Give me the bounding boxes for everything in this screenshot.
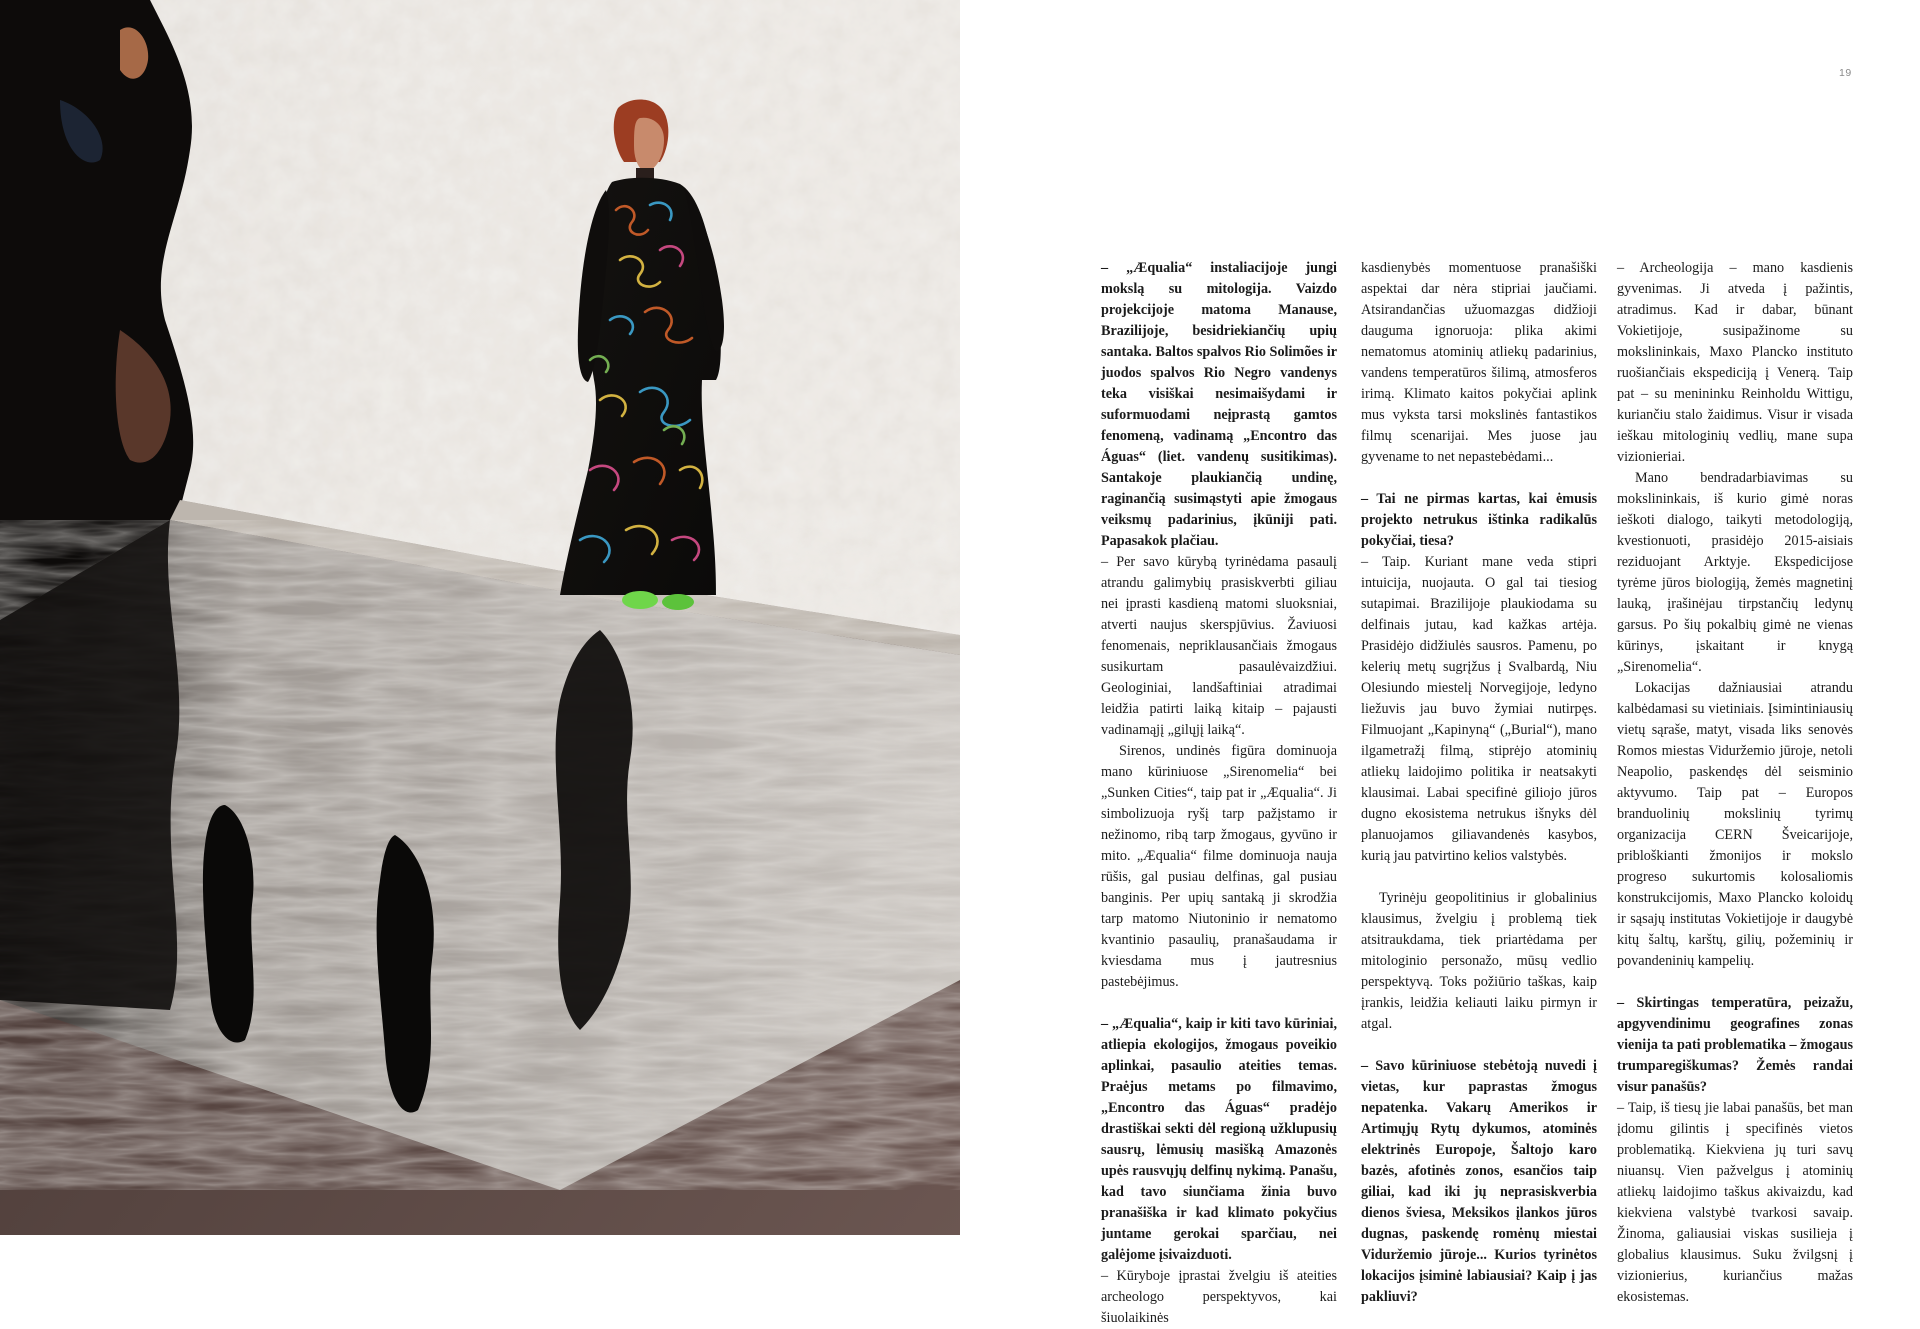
interview-question: – Tai ne pirmas kartas, kai ėmusis projekto netrukus ištinka radikalūs pokyčiai, tiesa? bbox=[1361, 491, 1597, 549]
interview-paragraph: – Kūryboje įprastai žvelgiu iš ateities archeologo perspektyvos, kai šiuolaikinės bbox=[1101, 1268, 1337, 1326]
page-number: 19 bbox=[1839, 67, 1852, 79]
interview-paragraph: – Taip. Kuriant mane veda stipri intuicija, nuojauta. O gal tai tiesiog sutapimai. Brazilijoje plaukiodama su delfinais jutau, kad kažkas artėja. Prasidėjo didžiulės sausros. Pamenu, po kelerių metų sugrįžus į Svalbardą, Niu Olesiundo miestelį Norvegijoje, ledyno liežuvis jau buvo žymiai nutirpęs. Filmuojant „Kapinyną“ („Burial“), mano ilgametražį filmą, stiprėjo atominių atliekų laidojimo politika ir neatsakyti klausimai. Labai specifinė giliojo jūros dugno ekosistema netrukus išnyks dėl planuojamos giliavandenės kasybos, kurią jau patvirtino kelios valstybės. bbox=[1361, 554, 1597, 864]
text-column-2 bbox=[1361, 258, 1597, 1308]
interview-paragraph: – Taip, iš tiesų jie labai panašūs, bet man įdomu gilintis į specifinės vietos problematiką. Kiekviena jų turi savų niuansų. Vien pažvelgus į atominių atliekų laidojimo taškus akivaizdu, kad kiekviena valstybė tvarkosi savaip. Žinoma, galiausiai viskas susilieja į globalius klausimus. Suku žvilgsnį į vizionierius, kuriančius mažas ekosistemas. bbox=[1617, 1100, 1853, 1305]
interview-question: – Savo kūriniuose stebėtoją nuvedi į vietas, kur paprastas žmogus nepatenka. Vakarų Amerikos ir Artimųjų Rytų dykumos, atominės elektrinės Europoje, Šaltojo karo bazės, afotinės zonos, esančios taip giliai, kad iki jų neprasiskverbia dienos šviesa, Meksikos įlankos jūros dugnas, paskendę romėnų miestai Viduržemio jūroje... Kurios tyrinėtos lokacijos įsiminė labiausiai? Kaip į jas pakliuvi? bbox=[1361, 1058, 1597, 1305]
text-column-1 bbox=[1101, 258, 1337, 1329]
interview-question: – Skirtingas temperatūra, peizažu, apgyvendinimu geografines zonas vienija ta pati problematika – žmogaus trumparegiškumas? Žemės randai visur panašūs? bbox=[1617, 995, 1853, 1095]
interview-paragraph: kasdienybės momentuose pranašiški aspektai dar nėra stipriai jaučiami. Atsirandančias užuomazgas didžioji dauguma ignoruoja: plika akimi nematomus atominių atliekų padarinius, vandens temperatūros šilimą, atmosferos irimą. Klimato kaitos pokyčiai aplink mus vyksta tarsi mokslinės fantastikos filmų scenarijai. Mes juose jau gyvename to net nepastebėdami... bbox=[1361, 260, 1597, 465]
interview-paragraph: Lokacijas dažniausiai atrandu kalbėdamasi su vietiniais. Įsimintiniausių vietų sąraše, matyt, visada liks senovės Romos miestas Viduržemio jūroje, netoli Neapolio, paskendęs dėl seisminio aktyvumo. Taip pat – Europos branduolinių mokslinių tyrimų organizacija CERN Šveicarijoje, pribloškianti žmonijos ir mokslo progreso sukurtomis kolosaliomis konstrukcijomis, Maxo Plancko koloidų ir sąsajų institutas Vokietijoje ir daugybė kitų šaltų, karštų, gilių, požeminių ir povandeninių kampelių. bbox=[1617, 680, 1853, 969]
photograph bbox=[0, 0, 960, 1235]
photo-page bbox=[0, 0, 960, 1235]
green-shoe-left bbox=[622, 591, 658, 609]
interview-question: – „Æqualia“, kaip ir kiti tavo kūriniai, atliepia ekologijos, žmogaus poveikio aplinkai, pasaulio ateities temas. Praėjus metams po filmavimo, „Encontro das Águas“ pradėjo drastiškai sekti dėl regioną užklupusių sausrų, lėmusių masišką Amazonės upės rausvųjų delfinų nykimą. Panašu, kad tavo siunčiama žinia buvo pranašiška ir kad klimato pokyčius juntame gerokai sparčiau, nei galėjome įsivaizduoti. bbox=[1101, 1016, 1337, 1263]
interview-paragraph: Sirenos, undinės figūra dominuoja mano kūriniuose „Sirenomelia“ bei „Sunken Cities“, taip pat ir „Æqualia“. Ji simbolizuoja ryšį tarp pažįstamo ir nežinomo, ribą tarp žmogaus, gyvūno ir mito. „Æqualia“ filme dominuoja nauja rūšis, gal pusiau delfinas, gal pusiau banginis. Per upių santaką ji skrodžia tarp matomo Niutoninio ir nematomo kvantinio pasaulių, pranašaudama ir kviesdama mus į jautresnius pastebėjimus. bbox=[1101, 743, 1337, 990]
green-shoe-right bbox=[662, 594, 694, 610]
interview-paragraph: Mano bendradarbiavimas su mokslininkais, iš kurio gimė noras ieškoti dialogo, taikyti metodologiją, kvestionuoti, prasidėjo 2015-aisiais reziduojant Arktyje. Ekspedicijose tyrėme jūros biologiją, žemės magnetinį lauką, įrašinėjau tirpstančių ledynų garsus. Po šių pokalbių gimė ne vienas kūrinys, įskaitant ir knygą „Sirenomelia“. bbox=[1617, 470, 1853, 675]
text-column-3 bbox=[1617, 258, 1853, 1308]
interview-question: – „Æqualia“ instaliacijoje jungi mokslą su mitologija. Vaizdo projekcijoje matoma Manause, Brazilijoje, besidriekiančių upių santaka. Baltos spalvos Rio Solimões ir juodos spalvos Rio Negro vandenys teka visiškai nesimaišydami ir suformuodami neįprastą gamtos fenomeną, vadinamą „Encontro das Águas“ (liet. vandenų susitikimas). Santakoje plaukiančią undinę, raginančią susimąstyti apie žmogaus veiksmų padarinius, įkūniji pati. Papasakok plačiau. bbox=[1101, 260, 1337, 549]
interview-paragraph: – Per savo kūrybą tyrinėdama pasaulį atrandu galimybių prasiskverbti giliau nei įprasti kasdieną matomi sluoksniai, atverti naujus skerspjūvius. Žaviuosi fenomenais, nepriklausančiais žmogaus susikurtam pasaulėvaizdžiui. Geologiniai, landšaftiniai atradimai leidžia patirti laiką kitaip – pajausti vadinamąjį „gilųjį laiką“. bbox=[1101, 554, 1337, 738]
interview-paragraph: – Archeologija – mano kasdienis gyvenimas. Ji atveda į pažintis, atradimus. Kad ir dabar, būnant Vokietijoje, susipažinome su mokslininkais, Maxo Plancko instituto ruošiančiais ekspediciją į Venerą. Taip pat – su menininku Reinholdu Wittigu, kuriančiu stalo žaidimus. Visur ir visada ieškau mitologinių vedlių, mane supa vizionieriai. bbox=[1617, 260, 1853, 465]
interview-paragraph: Tyrinėju geopolitinius ir globalinius klausimus, žvelgiu į problemą tiek atsitraukdama, tiek priartėdama per mitologinio personažo, mūsų vedlio perspektyvą. Toks požiūrio taškas, kaip įrankis, leidžia keliauti laiku pirmyn ir atgal. bbox=[1361, 890, 1597, 1032]
